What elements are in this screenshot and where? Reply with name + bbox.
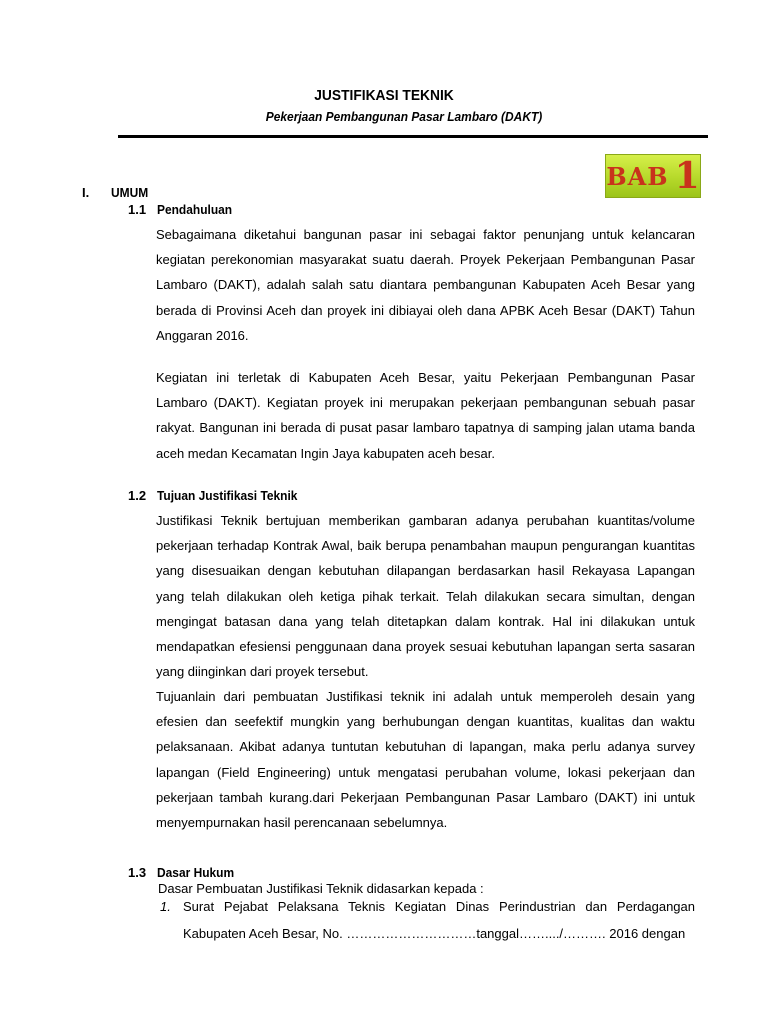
document-title: JUSTIFIKASI TEKNIK [314,87,454,104]
paragraph: Sebagaimana diketahui bangunan pasar ini sebagai faktor penunjang untuk kelancaran kegiatan perekonomian masyarakat suatu daerah. Proyek Pekerjaan Pembangunan Pasar Lambaro (DAKT), adalah salah satu diantara pembangunan Kabupaten Aceh Besar yang berada di Provinsi Aceh dan proyek ini dibiayai oleh dana APBK Aceh Besar (DAKT) Tahun Anggaran 2016. [156,227,695,343]
chapter-badge-word: BAB [606,161,669,191]
subsection-number: 1.2 [128,488,147,503]
paragraph: Justifikasi Teknik bertujuan memberikan gambaran adanya perubahan kuantitas/volume pekerjaan terhadap Kontrak Awal, baik berupa penambahan maupun pengurangan kuantitas yang disesuaikan dengan kebutuhan dilapangan berdasarkan hasil Rekayasa Lapangan yang telah dilakukan oleh ketiga pihak terkait. Telah dilakukan secara simultan, dengan mengingat batasan dana yang telah ditetapkan dalam kontrak. Hal ini dilakukan untuk mendapatkan efesiensi penggunaan dana proyek sesuai kebutuhan lapangan serta sasaran yang diinginkan dari proyek tersebut. [156,513,695,680]
subsection-title: Pendahuluan [157,202,233,217]
paragraph: Kegiatan ini terletak di Kabupaten Aceh Besar, yaitu Pekerjaan Pembangunan Pasar Lambaro (DAKT). Kegiatan proyek ini merupakan pekerjaan pembangunan sebuah pasar rakyat. Bangunan ini berada di pusat pasar lambaro tapatnya di samping jalan utama banda aceh medan Kecamatan Ingin Jaya kabupaten aceh besar. [156,370,695,461]
subsection-title: Dasar Hukum [157,865,235,880]
chapter-badge-number: 1 [674,155,700,197]
legal-basis-intro: Dasar Pembuatan Justifikasi Teknik didasarkan kepada : [158,881,484,896]
list-item-number: 1. [160,899,171,914]
chapter-badge [605,154,701,198]
list-item-text: Surat Pejabat Pelaksana Teknis Kegiatan Dinas Perindustrian dan Perdagangan Kabupaten Aceh Besar, No. …………………………tanggal……..../………. 2016 dengan [183,899,695,941]
section-title: UMUM [111,185,149,200]
paragraph: Tujuanlain dari pembuatan Justifikasi teknik ini adalah untuk memperoleh desain yang efesien dan seefektif mungkin yang berhubungan dengan kuantitas, kualitas dan waktu pelaksanaan. Akibat adanya tuntutan kebutuhan di lapangan, maka perlu adanya survey lapangan (Field Engineering) untuk mengatasi perubahan volume, lokasi pekerjaan dan pekerjaan tambah kurang.dari Pekerjaan Pembangunan Pasar Lambaro (DAKT) ini untuk menyempurnakan hasil perencanaan sebelumnya. [156,689,695,831]
subsection-number: 1.3 [128,865,147,880]
subsection-number: 1.1 [128,202,147,217]
title-divider [118,135,708,138]
subsection-title: Tujuan Justifikasi Teknik [157,488,298,503]
document-subtitle: Pekerjaan Pembangunan Pasar Lambaro (DAKT) [265,109,543,124]
section-number: I. [82,185,90,200]
